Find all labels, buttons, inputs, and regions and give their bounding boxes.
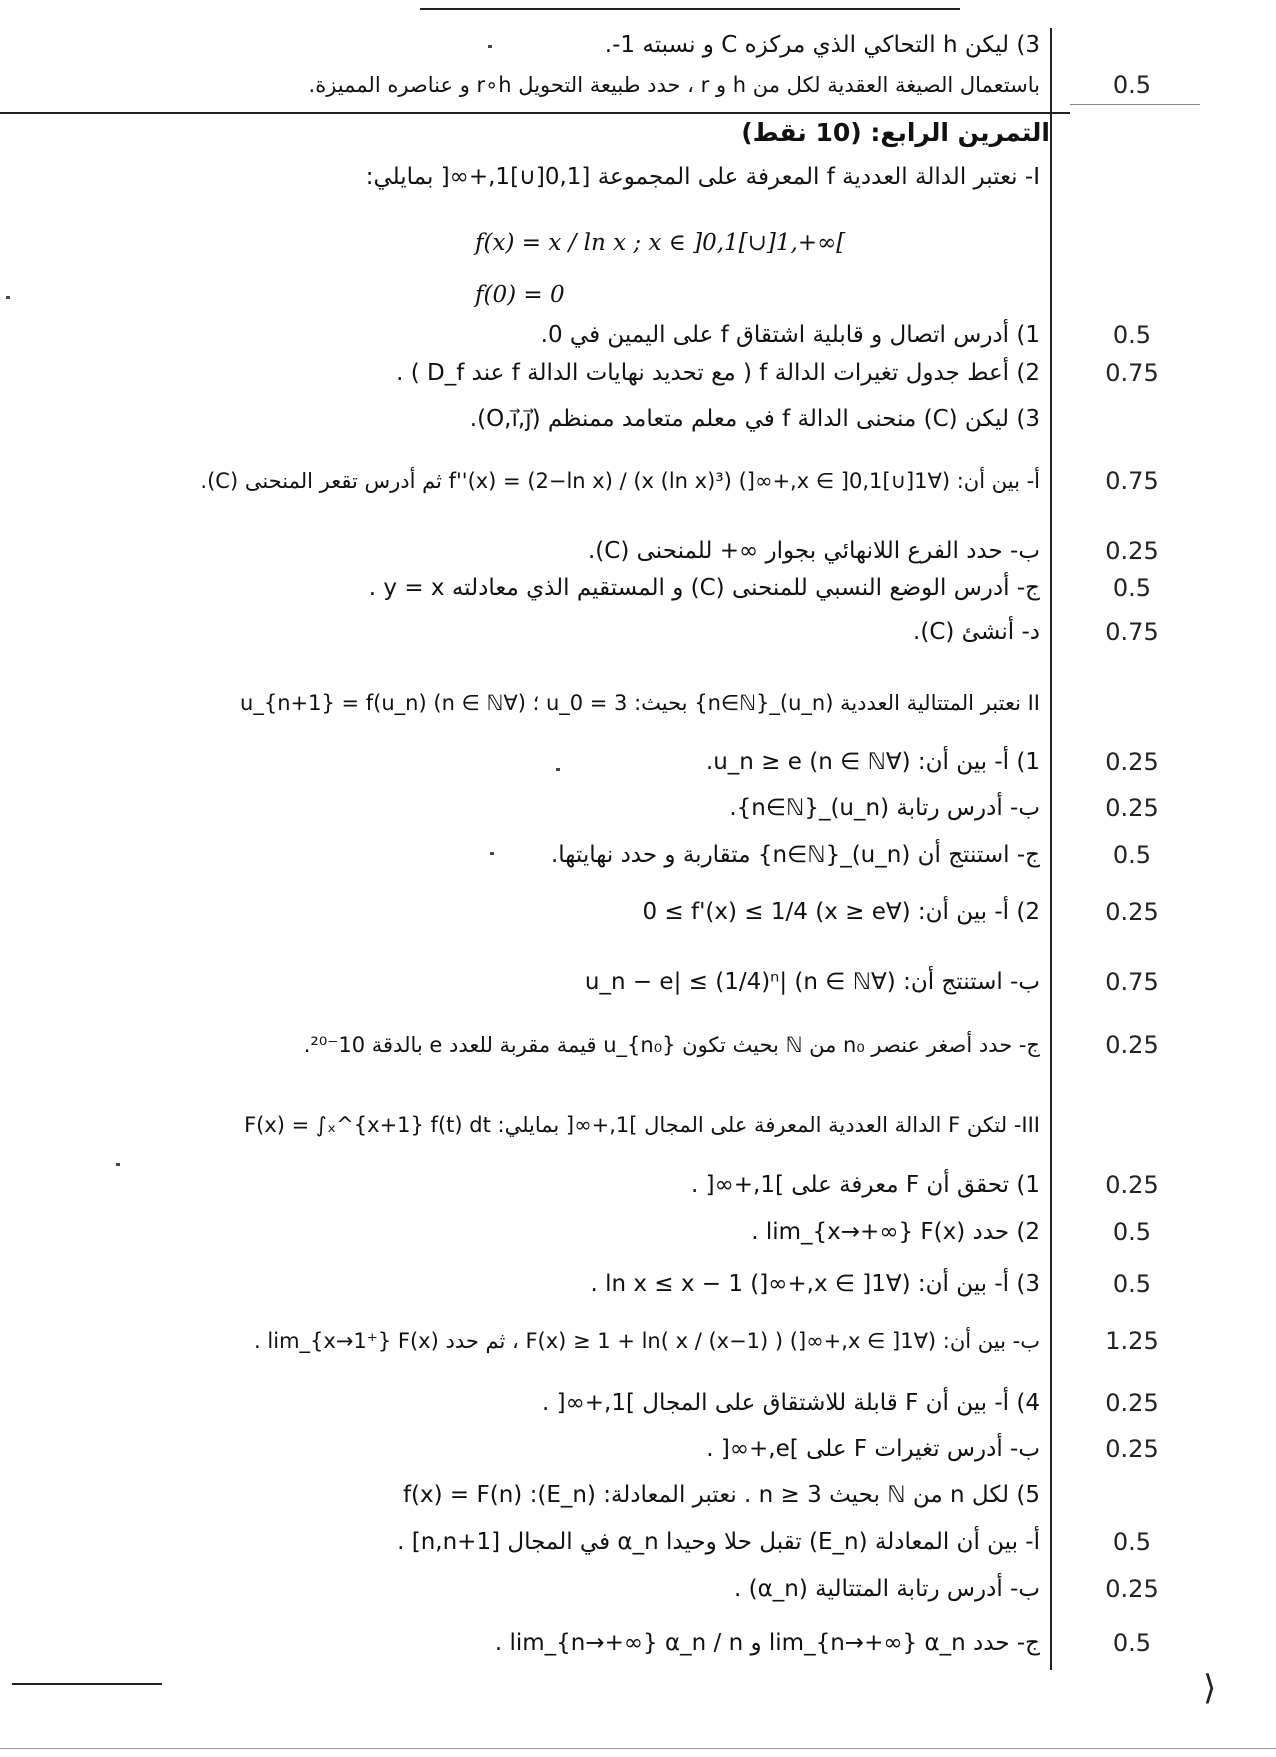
item-3-1: 1) تحقق أن F معرفة على ]1,+∞[ . [691, 1172, 1040, 1198]
score: 0.75 [1105, 618, 1159, 646]
score: 0.5 [1112, 1629, 1152, 1657]
bottom-rule-left [12, 1683, 162, 1685]
part-1-intro: I- نعتبر الدالة العددية f المعرفة على المجموعة [0,1[∪]1,+∞[ بمايلي: [365, 164, 1040, 190]
function-value-at-zero: f(0) = 0 [475, 282, 565, 308]
score: 0.5 [1112, 1270, 1152, 1298]
scan-speck [6, 296, 10, 299]
item-3-4-b: ب- أدرس تغيرات F على ]e,+∞[ . [706, 1436, 1040, 1462]
item-2-1-a: 1) أ- بين أن: (∀n ∈ ℕ) u_n ≥ e. [705, 749, 1040, 775]
score: 0.25 [1105, 1575, 1159, 1603]
item-2-1-c: ج- استنتج أن (u_n)_{n∈ℕ} متقاربة و حدد نهايتها. [550, 842, 1040, 868]
section-divider [0, 112, 1070, 114]
section-divider-right [1070, 104, 1200, 105]
bottom-rule [0, 1748, 1276, 1749]
score: 0.5 [1112, 1218, 1152, 1246]
score-column-divider [1050, 28, 1052, 1670]
item-1-3-c: ج- أدرس الوضع النسبي للمنحنى (C) و المستقيم الذي معادلته y = x . [368, 575, 1040, 601]
score: 0.5 [1112, 71, 1152, 99]
part-2-intro: II نعتبر المتتالية العددية (u_n)_{n∈ℕ} بحيث: u_0 = 3 ؛ (∀n ∈ ℕ) u_{n+1} = f(u_n) [240, 691, 1040, 715]
score: 0.25 [1105, 898, 1159, 926]
score: 0.75 [1105, 968, 1159, 996]
score: 0.5 [1112, 574, 1152, 602]
score: 0.5 [1112, 841, 1152, 869]
item-3-3-a: 3) أ- بين أن: (∀x ∈ ]1,+∞[) ln x ≤ x − 1 . [590, 1271, 1040, 1297]
score: 0.25 [1105, 1389, 1159, 1417]
scan-speck [116, 1163, 120, 1166]
item-1-3: 3) ليكن (C) منحنى الدالة f في معلم متعامد ممنظم (O,i⃗,j⃗). [469, 406, 1040, 432]
top-rule [420, 8, 960, 10]
item-exercise3-q3-cont: باستعمال الصيغة العقدية لكل من h و r ، حدد طبيعة التحويل r∘h و عناصره المميزة. [308, 73, 1040, 97]
score: 0.25 [1105, 1435, 1159, 1463]
margin-mark: ⟩ [1203, 1668, 1217, 1708]
item-2-2-c: ج- حدد أصغر عنصر n₀ من ℕ بحيث تكون u_{n₀} قيمة مقربة للعدد e بالدقة 10⁻²⁰. [303, 1033, 1040, 1057]
function-definition: f(x) = x / ln x ; x ∈ ]0,1[∪]1,+∞[ [475, 230, 846, 256]
score: 0.25 [1105, 748, 1159, 776]
exercise-4-title: التمرين الرابع: (10 نقط) [741, 118, 1050, 147]
item-2-2-a: 2) أ- بين أن: (∀x ≥ e) 0 ≤ f'(x) ≤ 1/4 [642, 899, 1040, 925]
item-3-4-a: 4) أ- بين أن F قابلة للاشتقاق على المجال ]1,+∞[ . [542, 1390, 1040, 1416]
score: 0.75 [1105, 359, 1159, 387]
item-2-2-b: ب- استنتج أن: (∀n ∈ ℕ) |u_n − e| ≤ (1/4)ⁿ [584, 969, 1040, 995]
score: 0.25 [1105, 794, 1159, 822]
part-3-intro: III- لتكن F الدالة العددية المعرفة على المجال ]1,+∞[ بمايلي: F(x) = ∫ₓ^{x+1} f(t) dt [244, 1113, 1040, 1137]
item-3-2: 2) حدد lim_{x→+∞} F(x) . [751, 1219, 1040, 1245]
score: 0.25 [1105, 1031, 1159, 1059]
item-1-3-b: ب- حدد الفرع اللانهائي بجوار ∞+ للمنحنى (C). [587, 538, 1040, 564]
score: 0.25 [1105, 537, 1159, 565]
score: 0.5 [1112, 1528, 1152, 1556]
item-1-2: 2) أعط جدول تغيرات الدالة f ( مع تحديد نهايات الدالة f عند D_f ) . [396, 360, 1040, 386]
score: 0.25 [1105, 1171, 1159, 1199]
item-2-1-b: ب- أدرس رتابة (u_n)_{n∈ℕ}. [729, 795, 1040, 821]
item-1-1: 1) أدرس اتصال و قابلية اشتقاق f على اليمين في 0. [540, 322, 1040, 348]
score: 0.5 [1112, 321, 1152, 349]
item-1-3-d: د- أنشئ (C). [913, 619, 1040, 645]
item-3-5: 5) لكل n من ℕ بحيث n ≥ 3 . نعتبر المعادلة: (E_n): f(x) = F(n) [402, 1482, 1040, 1508]
item-3-5-c: ج- حدد lim_{n→+∞} α_n و lim_{n→+∞} α_n / n . [494, 1630, 1040, 1656]
item-3-3-b: ب- بين أن: (∀x ∈ ]1,+∞[) F(x) ≥ 1 + ln( x / (x−1) ) ، ثم حدد lim_{x→1⁺} F(x) . [254, 1329, 1040, 1353]
item-3-5-a: أ- بين أن المعادلة (E_n) تقبل حلا وحيدا α_n في المجال [n,n+1] . [397, 1529, 1040, 1555]
item-exercise3-q3: 3) ليكن h التحاكي الذي مركزه C و نسبته 1-. [604, 32, 1040, 58]
score: 1.25 [1105, 1327, 1159, 1355]
item-3-5-b: ب- أدرس رتابة المتتالية (α_n) . [734, 1576, 1040, 1602]
item-1-3-a: أ- بين أن: (∀x ∈ ]0,1[∪]1,+∞[) f''(x) = (2−ln x) / (x (ln x)³) ثم أدرس تقعر المنحنى (C). [200, 469, 1040, 493]
score: 0.75 [1105, 467, 1159, 495]
